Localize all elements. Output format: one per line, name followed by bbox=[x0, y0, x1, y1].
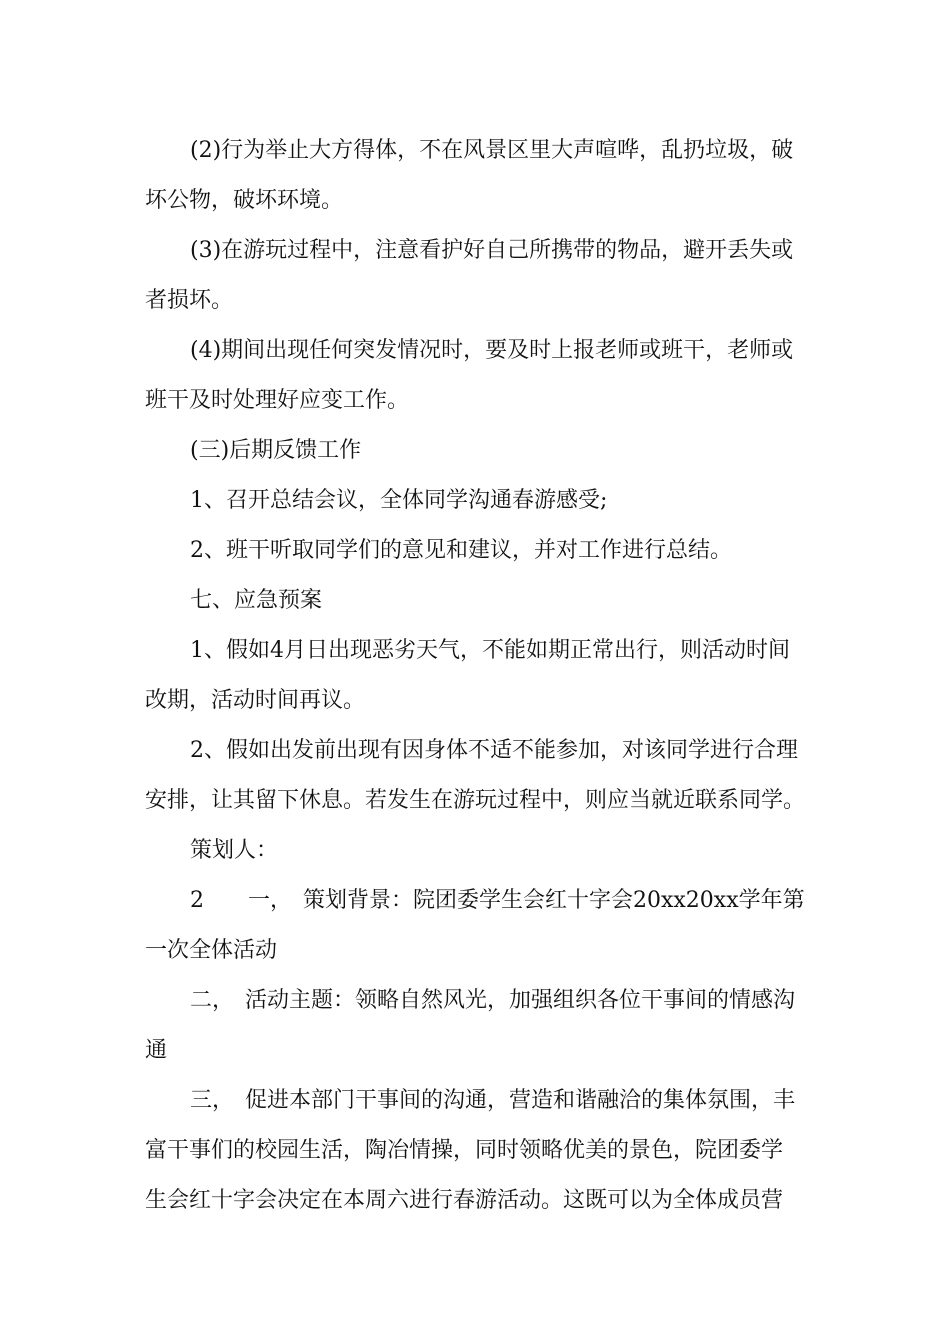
paragraph-line: 富干事们的校园生活，陶冶情操，同时领略优美的景色，院团委学 bbox=[145, 1138, 784, 1163]
paragraph-line: 改期，活动时间再议。 bbox=[145, 688, 366, 713]
paragraph-line: 2、班干听取同学们的意见和建议，并对工作进行总结。 bbox=[190, 538, 732, 563]
paragraph-line: 生会红十字会决定在本周六进行春游活动。这既可以为全体成员营 bbox=[145, 1188, 784, 1213]
document-body bbox=[145, 126, 807, 1226]
paragraph-line: (3)在游玩过程中，注意看护好自己所携带的物品，避开丢失或 bbox=[190, 238, 794, 263]
paragraph-line: 安排，让其留下休息。若发生在游玩过程中，则应当就近联系同学。 bbox=[145, 788, 806, 813]
section-heading: (三)后期反馈工作 bbox=[190, 438, 362, 463]
paragraph-line: 三， 促进本部门干事间的沟通，营造和谐融洽的集体氛围，丰 bbox=[190, 1088, 796, 1113]
section-heading: 七、应急预案 bbox=[190, 588, 323, 613]
paragraph-line: 坏公物，破坏环境。 bbox=[145, 188, 344, 213]
paragraph-line: 二， 活动主题：领略自然风光，加强组织各位干事间的情感沟 bbox=[190, 988, 796, 1013]
paragraph-line: 班干及时处理好应变工作。 bbox=[145, 388, 410, 413]
paragraph-line: 1、召开总结会议，全体同学沟通春游感受; bbox=[190, 488, 608, 513]
planner-label: 策划人： bbox=[190, 838, 279, 863]
paragraph-line: 通 bbox=[145, 1038, 168, 1063]
paragraph-line: (4)期间出现任何突发情况时，要及时上报老师或班干，老师或 bbox=[190, 338, 794, 363]
paragraph-line: 1、假如4月日出现恶劣天气，不能如期正常出行，则活动时间 bbox=[190, 638, 790, 663]
paragraph-line: 2、假如出发前出现有因身体不适不能参加，对该同学进行合理 bbox=[190, 738, 798, 763]
paragraph-line: 者损坏。 bbox=[145, 288, 234, 313]
paragraph-line: 2 一， 策划背景：院团委学生会红十字会20xx20xx学年第 bbox=[190, 888, 805, 913]
paragraph-line: 一次全体活动 bbox=[145, 938, 278, 963]
paragraph-line: (2)行为举止大方得体，不在风景区里大声喧哗，乱扔垃圾，破 bbox=[190, 138, 794, 163]
